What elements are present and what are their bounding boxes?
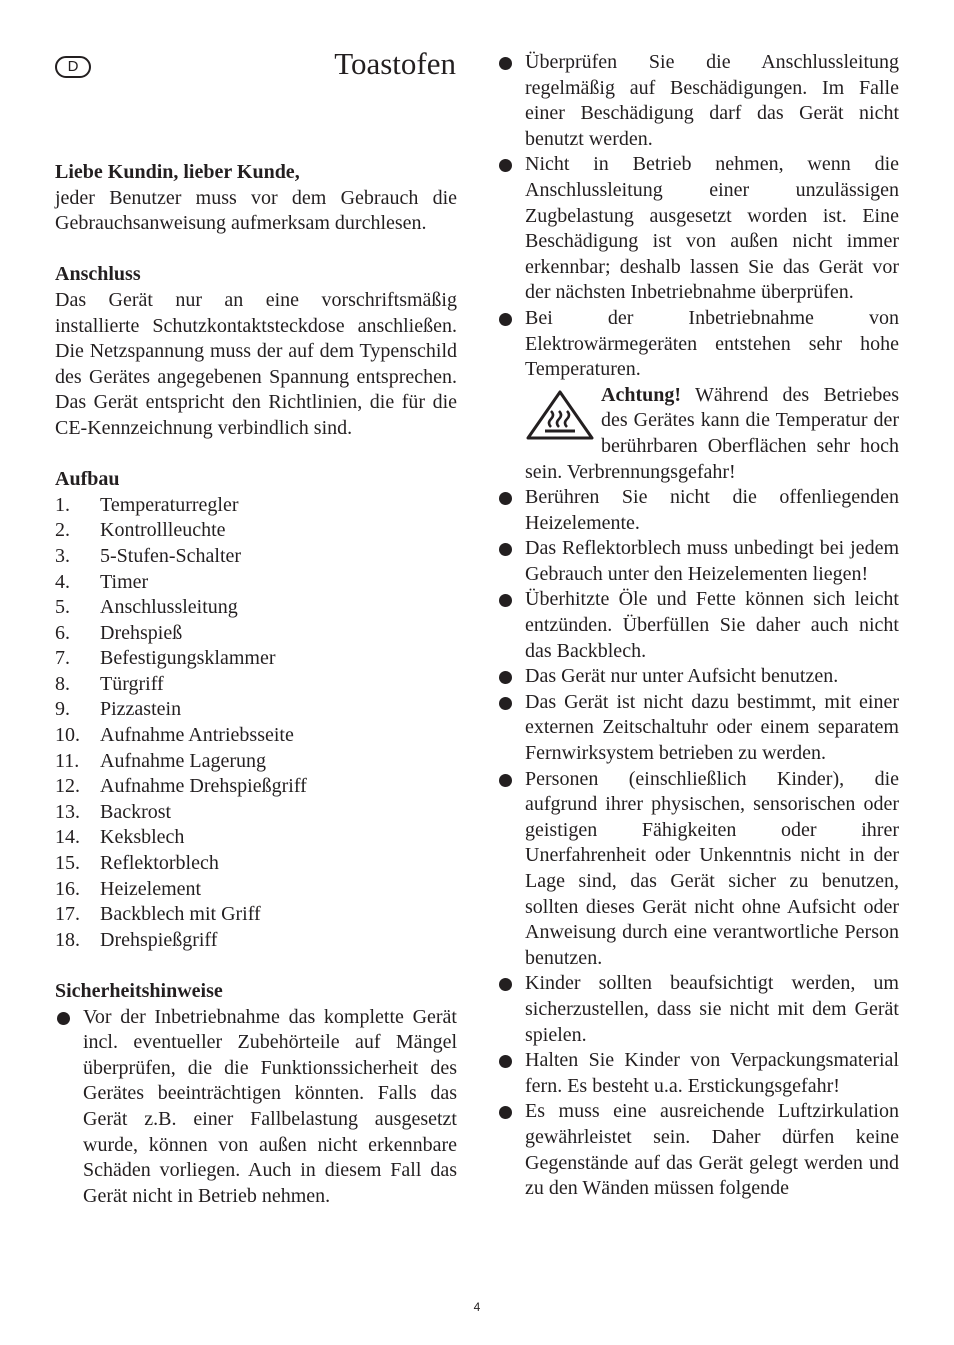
list-item — [55, 646, 457, 672]
item-label: Aufnahme Antriebsseite — [100, 724, 294, 747]
item-label: Temperaturregler — [100, 493, 239, 516]
aufbau-section — [55, 467, 457, 953]
anschluss-text: Das Gerät nur an eine vorschriftsmäßig installierte Schutzkontaktsteckdose anschließen. Die Netzspannung muss der auf dem Typenschild des Gerätes angegebenen Spannung entsprechen. Das Gerät entspricht den Richtlinien, die für die CE-Kennzeichnung verbindlich sind. — [55, 288, 457, 439]
item-label: Aufnahme Lagerung — [100, 749, 267, 772]
item-number: 18. — [55, 928, 80, 951]
item-number: 5. — [55, 596, 70, 619]
item-number: 1. — [55, 493, 70, 516]
list-item — [55, 800, 457, 826]
list-item — [55, 928, 457, 954]
warning-label: Achtung! — [601, 383, 682, 406]
left-column — [55, 160, 457, 1209]
safety-item: Es muss eine ausreichende Luftzirkulation gewährleistet sein. Daher dürfen keine Gegenstände auf das Gerät gelegt werden und zu den Wänden müssen folgende — [497, 1099, 899, 1201]
safety-list-right — [497, 50, 899, 1202]
item-label: Befestigungsklammer — [100, 647, 276, 670]
intro-text: jeder Benutzer muss vor dem Gebrauch die Gebrauchsanweisung aufmerksam durchlesen. — [55, 186, 457, 235]
item-number: 16. — [55, 877, 80, 900]
safety-item: Überhitzte Öle und Fette können sich leicht entzünden. Überfüllen Sie daher auch nicht das Backblech. — [497, 587, 899, 664]
safety-item: Berühren Sie nicht die offenliegenden Heizelemente. — [497, 485, 899, 536]
item-label: Anschlussleitung — [100, 596, 238, 619]
list-item — [55, 672, 457, 698]
item-number: 4. — [55, 570, 70, 593]
item-number: 10. — [55, 724, 80, 747]
item-number: 11. — [55, 749, 80, 772]
item-number: 17. — [55, 903, 80, 926]
page-number: 4 — [473, 1300, 481, 1314]
list-item — [55, 621, 457, 647]
safety-item: Das Reflektorblech muss unbedingt bei jedem Gebrauch unter den Heizelementen liegen! — [497, 536, 899, 587]
item-label: Drehspießgriff — [100, 928, 218, 951]
right-column — [497, 50, 899, 1202]
list-item — [55, 851, 457, 877]
language-badge: D — [55, 56, 91, 78]
item-label: Backblech mit Griff — [100, 903, 261, 926]
list-item — [55, 723, 457, 749]
safety-item: Personen (einschließlich Kinder), die aufgrund ihrer physischen, sensorischen oder geistigen Fähigkeiten oder ihrer Unerfahrenheit oder Unkenntnis nicht in der Lage sind, das Gerät sicher zu benutzen, sollten dieses Gerät nicht ohne Aufsicht oder Anweisung durch eine verantwortliche Person benutzen. — [497, 767, 899, 972]
item-number: 15. — [55, 852, 80, 875]
page-title: Toastofen — [334, 46, 456, 81]
list-item — [55, 877, 457, 903]
safety-item: Das Gerät nur unter Aufsicht benutzen. — [497, 664, 899, 690]
safety-list-left — [55, 1005, 457, 1210]
item-label: Timer — [100, 570, 149, 593]
item-label: Heizelement — [100, 877, 202, 900]
item-label: Reflektorblech — [100, 852, 219, 875]
item-label: Drehspieß — [100, 621, 183, 644]
item-number: 3. — [55, 544, 70, 567]
hot-surface-text: Bei der Inbetriebnahme von Elektrowärmegeräten entstehen sehr hohe Temperaturen. — [525, 306, 899, 381]
safety-item: Nicht in Betrieb nehmen, wenn die Anschlussleitung einer unzulässigen Zugbelastung ausgesetzt worden ist. Eine Beschädigung ist von außen nicht immer erkennbar; deshalb lassen Sie das Gerät vor der nächsten Inbetriebnahme überprüfen. — [497, 152, 899, 306]
item-label: Pizzastein — [100, 698, 182, 721]
safety-item-hot-surface — [497, 306, 899, 485]
intro-greeting: Liebe Kundin, lieber Kunde, — [55, 161, 300, 183]
item-label: 5-Stufen-Schalter — [100, 544, 242, 567]
list-item — [55, 825, 457, 851]
item-number: 8. — [55, 672, 70, 695]
list-item — [55, 774, 457, 800]
warning-text: Während des Betriebes des Gerätes kann die Temperatur der berührbaren Oberflächen sehr hoch sein. Verbrennungsgefahr! — [525, 383, 899, 483]
list-item — [55, 697, 457, 723]
item-label: Türgriff — [100, 672, 164, 695]
item-number: 2. — [55, 519, 70, 542]
item-label: Backrost — [100, 800, 172, 823]
anschluss-section — [55, 262, 457, 441]
safety-section — [55, 979, 457, 1209]
item-number: 13. — [55, 800, 80, 823]
parts-list — [55, 493, 457, 954]
item-label: Kontrollleuchte — [100, 519, 226, 542]
list-item — [55, 544, 457, 570]
safety-item: Kinder sollten beaufsichtigt werden, um sicherzustellen, dass sie nicht mit dem Gerät spielen. — [497, 971, 899, 1048]
aufbau-heading: Aufbau — [55, 468, 120, 491]
safety-heading: Sicherheitshinweise — [55, 980, 223, 1002]
list-item — [55, 902, 457, 928]
list-item — [55, 595, 457, 621]
intro-section — [55, 160, 457, 237]
list-item — [55, 570, 457, 596]
item-number: 9. — [55, 698, 70, 721]
list-item — [55, 749, 457, 775]
list-item — [55, 493, 457, 519]
hot-surface-warning-icon — [525, 389, 595, 441]
item-number: 7. — [55, 647, 70, 670]
safety-item: Vor der Inbetriebnahme das komplette Gerät incl. eventueller Zubehörteile auf Mängel überprüfen, die die Funktionssicherheit des Gerätes beeinträchtigen könnten. Falls das Gerät z.B. einer Fallbelastung ausgesetzt wurde, können von außen nicht erkennbare Schäden vorliegen. Auch in diesem Fall das Gerät nicht in Betrieb nehmen. — [55, 1005, 457, 1210]
item-number: 6. — [55, 621, 70, 644]
safety-item: Halten Sie Kinder von Verpackungsmaterial fern. Es besteht u.a. Erstickungsgefahr! — [497, 1048, 899, 1099]
item-label: Keksblech — [100, 826, 185, 849]
safety-item: Das Gerät ist nicht dazu bestimmt, mit einer externen Zeitschaltuhr oder einem separatem Fernwirksystem betrieben zu werden. — [497, 690, 899, 767]
anschluss-heading: Anschluss — [55, 263, 141, 286]
list-item — [55, 518, 457, 544]
item-number: 14. — [55, 826, 80, 849]
item-number: 12. — [55, 775, 80, 798]
item-label: Aufnahme Drehspießgriff — [100, 775, 307, 798]
safety-item: Überprüfen Sie die Anschlussleitung regelmäßig auf Beschädigungen. Im Falle einer Beschädigung darf das Gerät nicht benutzt werden. — [497, 50, 899, 152]
